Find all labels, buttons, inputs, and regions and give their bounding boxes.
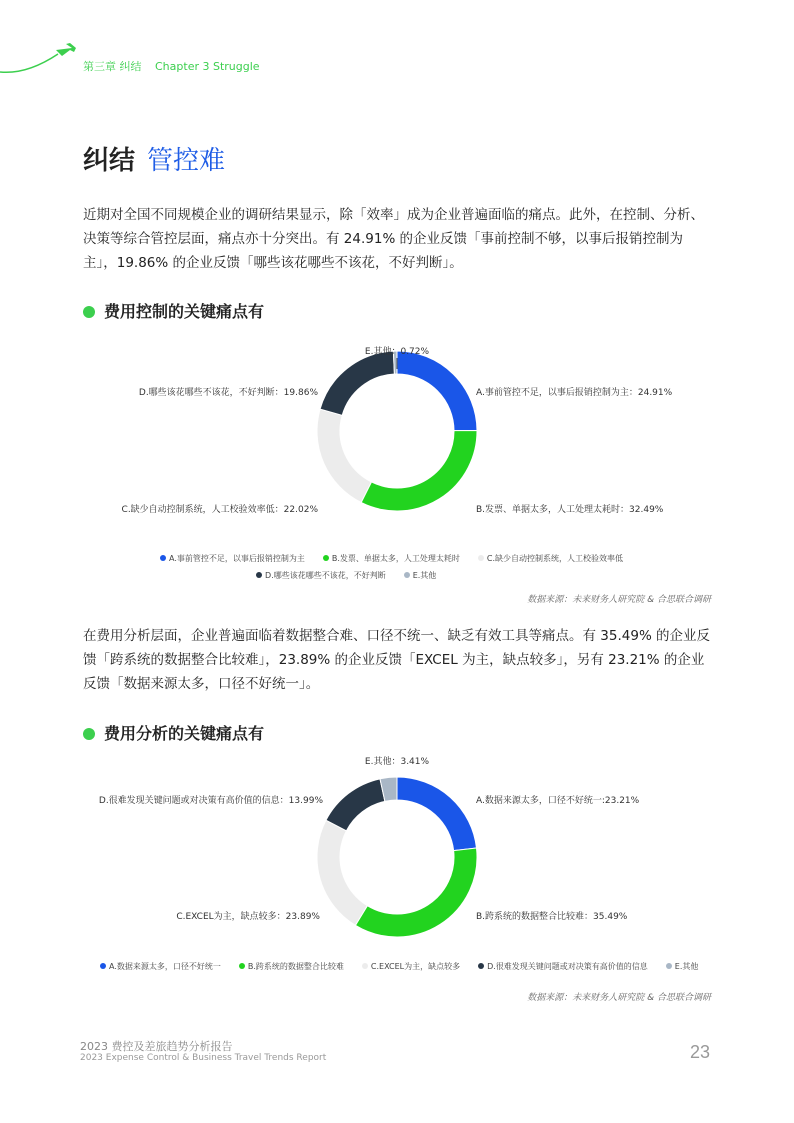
legend-marker-icon [100,963,106,969]
chart-2-data-label-c: C.EXCEL为主，缺点较多：23.89% [176,912,320,922]
legend-label: C.EXCEL为主，缺点较多 [370,962,461,971]
legend-marker-icon [256,572,262,578]
chart-1-legend-item-e [404,571,437,580]
chart-2-legend-item-d [478,962,648,971]
intro-paragraph: 近期对全国不同规模企业的调研结果显示，除「效率」成为企业普遍面临的痛点。此外，在控制、分析、决策等综合管控层面，痛点亦十分突出。有 24.91% 的企业反馈「事前控制不够，以事后报销控制为主」，19.86% 的企业反馈「哪些该花哪些不该花，不好判断」。 [83,207,704,271]
chart-2-data-label-e: E.其他：3.41% [364,757,430,767]
chapter-label-en: Chapter 3 Struggle [155,60,260,73]
legend-marker-icon [478,555,484,561]
chart-1-slice-d [320,351,394,415]
legend-marker-icon [362,963,368,969]
legend-label: E.其他 [412,571,437,580]
chart-1-data-label-c: C.缺少自动控制系统，人工校验效率低：22.02% [121,505,318,515]
legend-label: D.哪些该花哪些不该花，不好判断 [265,571,386,580]
legend-marker-icon [239,963,245,969]
analysis-paragraph: 在费用分析层面，企业普遍面临着数据整合难、口径不统一、缺乏有效工具等痛点。有 35.49% 的企业反馈「跨系统的数据整合比较难」，23.89% 的企业反馈「EXCEL 为主，缺点较多」，另有 23.21% 的企业反馈「数据来源太多，口径不好统一」。 [83,628,711,692]
chart-1-data-label-a: A.事前管控不足，以事后报销控制为主：24.91% [476,388,673,398]
footer-report-title-en: 2023 Expense Control & Business Travel Trends Report [80,1053,327,1063]
chart-2-slice-c [317,820,367,925]
legend-label: A.事前管控不足，以事后报销控制为主 [169,554,305,563]
chart-2-legend [100,961,716,972]
page-number: 23 [689,1042,710,1062]
chart-2-legend-item-a [100,962,221,971]
footer-report-title: 2023 费控及差旅趋势分析报告 [80,1040,233,1053]
chart-1-data-label-e: E.其他：0.72% [364,347,430,357]
chart-2-slice-d [326,779,385,831]
chart-1-slice-c [317,409,371,502]
chart-expense-analysis [0,752,794,952]
chapter-label: 第三章 纠结 [83,60,142,73]
title-highlight: 管控难 [147,146,226,176]
chart-2-data-label-b: B.跨系统的数据整合比较难：35.49% [476,912,628,922]
chart-2-data-label-d: D.很难发现关键问题或对决策有高价值的信息：13.99% [98,796,323,806]
section-1-heading [83,299,264,322]
chart-1-slice-b [361,431,477,511]
legend-marker-icon [404,572,410,578]
chapter-header [83,58,260,74]
legend-label: C.缺少自动控制系统，人工校验效率低 [486,554,624,563]
legend-label: D.很难发现关键问题或对决策有高价值的信息 [487,962,648,971]
green-dot-icon [83,728,95,740]
legend-marker-icon [666,963,672,969]
chart-1-data-label-b: B.发票、单据太多，人工处理太耗时：32.49% [476,505,664,515]
green-dot-icon [83,306,95,318]
legend-label: E.其他 [674,962,699,971]
chart-1-legend-item-a [160,554,305,563]
page-title [83,140,225,177]
chart-1-legend-item-d [256,571,386,580]
legend-label: A.数据来源太多，口径不好统一 [109,962,221,971]
chart-2-legend-item-b [239,962,344,971]
chart-1-legend-row-1 [160,553,641,564]
chart-2-source: 数据来源：未来财务人研究院 & 合思联合调研 [527,993,711,1003]
chart-2-data-label-a: A.数据来源太多，口径不好统一:23.21% [476,796,640,806]
chart-1-legend-row-2 [256,570,454,581]
legend-marker-icon [323,555,329,561]
section-2-heading [83,721,264,744]
title-main: 纠结 [83,146,136,176]
chart-1-source: 数据来源：未来财务人研究院 & 合思联合调研 [527,595,711,605]
chart-1-legend-item-b [323,554,460,563]
legend-marker-icon [478,963,484,969]
chart-2-slice-b [355,848,477,937]
chart-1-legend-item-c [478,554,623,563]
chart-1-data-label-d: D.哪些该花哪些不该花，不好判断：19.86% [138,388,318,398]
chart-2-slice-a [397,777,476,851]
legend-label: B.发票、单据太多，人工处理太耗时 [331,554,460,563]
airplane-swoosh-icon [0,40,80,80]
legend-marker-icon [160,555,166,561]
section-1-title: 费用控制的关键痛点有 [104,302,265,321]
chart-2-legend-item-c [362,962,460,971]
chart-2-legend-item-e [666,962,699,971]
chart-expense-control [0,335,794,585]
legend-label: B.跨系统的数据整合比较难 [247,962,344,971]
chart-1-slice-a [397,351,477,431]
section-2-title: 费用分析的关键痛点有 [104,724,265,743]
